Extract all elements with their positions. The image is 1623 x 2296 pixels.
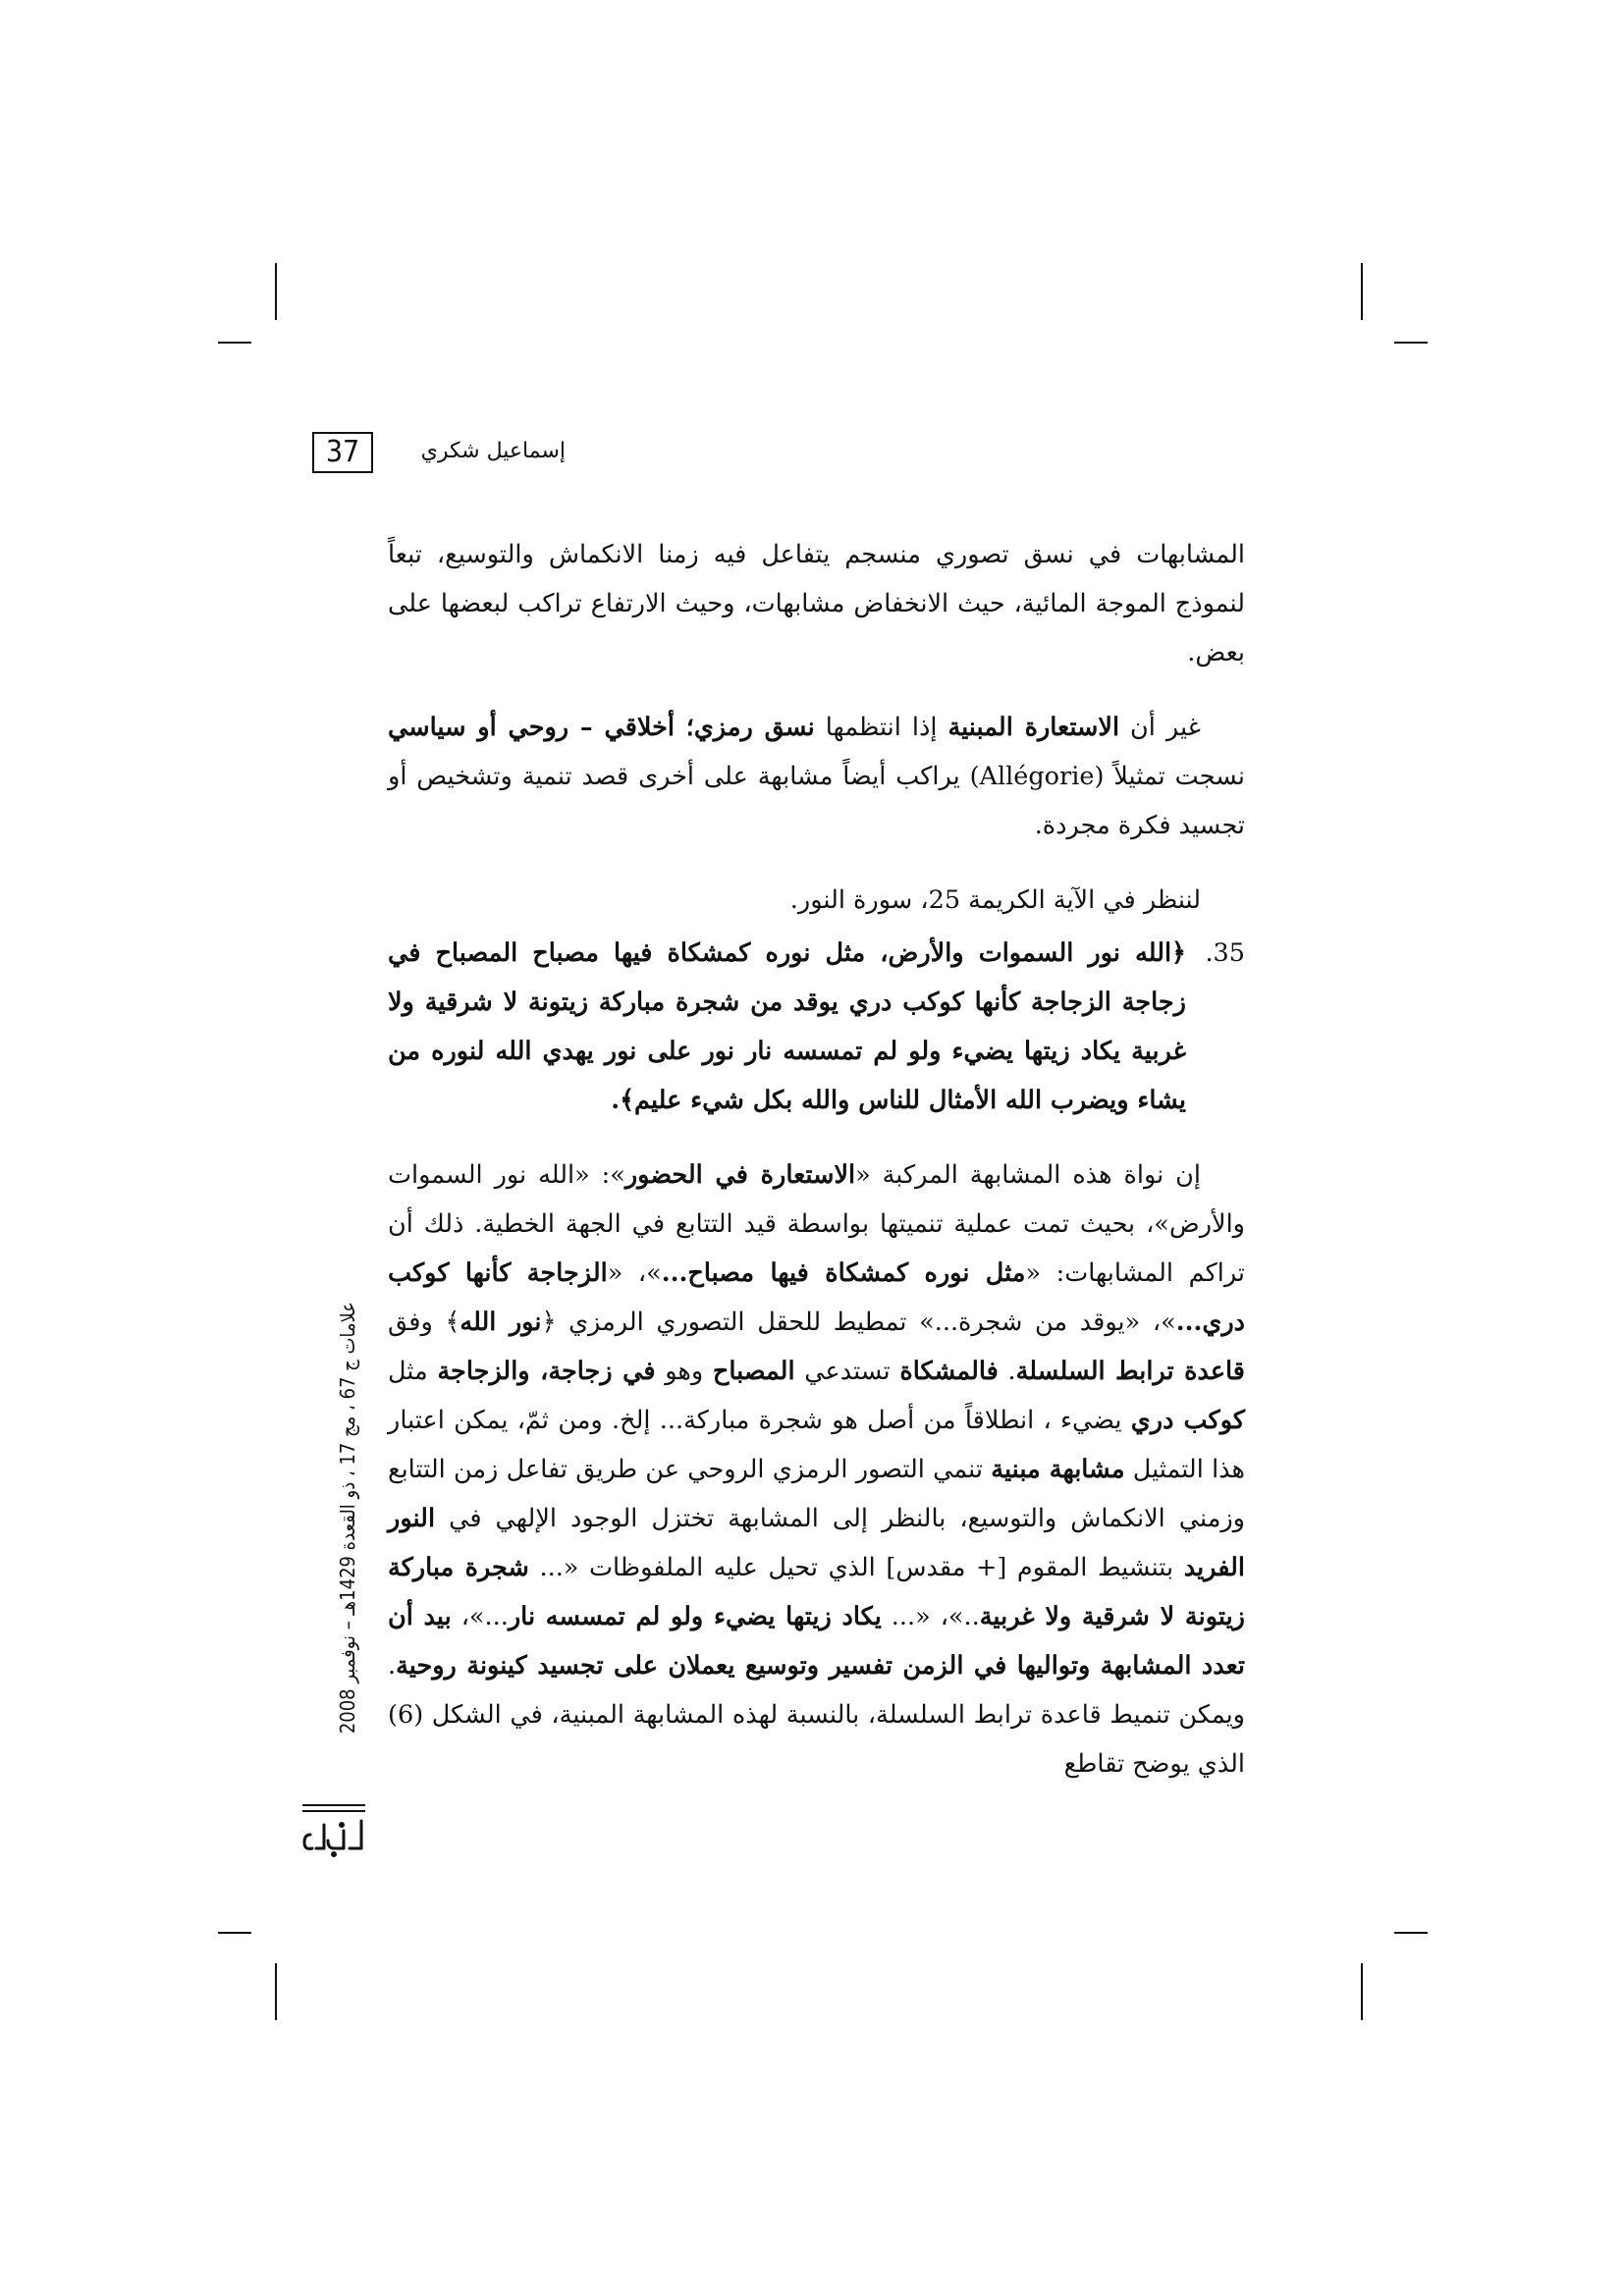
crop-mark	[1394, 342, 1428, 344]
journal-logo	[298, 1812, 368, 1861]
verse-text: ﴿الله نور السموات والأرض، مثل نوره كمشكاة فيها مصباح المصباح في زجاجة الزجاجة كأنها كوكب دري يوقد من شجرة مباركة زيتونة لا شرقية ولا غربية يكاد زيتها يضيء ولو لم تمسسه نار نور على نور يهدي الله لنوره من يشاء ويضرب الله الأمثال للناس والله بكل شيء عليم﴾.	[388, 938, 1186, 1115]
crop-mark	[1394, 1932, 1428, 1934]
page-number: 37	[312, 432, 373, 473]
divider	[302, 1804, 365, 1806]
journal-side-label	[326, 1302, 369, 1802]
crop-mark	[1361, 1963, 1363, 2020]
crop-mark	[275, 263, 277, 320]
paragraph: غير أن الاستعارة المبنية إذا انتظمها نسق رمزي؛ أخلاقي – روحي أو سياسي نسجت تمثيلاً (Allégorie) يراكب أيضاً مشابهة على أخرى قصد تنمية وتشخيص أو تجسيد فكرة مجردة.	[388, 713, 1245, 840]
crop-mark	[218, 342, 251, 344]
crop-mark	[1361, 263, 1363, 320]
verse-number: 35.	[1205, 938, 1245, 968]
article-body	[388, 530, 1245, 1789]
quran-verse	[388, 929, 1245, 1125]
crop-mark	[275, 1963, 277, 2020]
paragraph: إن نواة هذه المشابهة المركبة «الاستعارة في الحضور»: «الله نور السموات والأرض»، بحيث تمت عملية تنميتها بواسطة قيد التتابع في الجهة الخطية. ذلك أن تراكم المشابهات: «مثل نوره كمشكاة فيها مصباح...»، «الزجاجة كأنها كوكب دري...»، «يوقد من شجرة...» تمطيط للحقل التصوري الرمزي ﴿نور الله﴾ وفق قاعدة ترابط السلسلة. فالمشكاة تستدعي المصباح وهو في زجاجة، والزجاجة مثل كوكب دري يضيء ، انطلاقاً من أصل هو شجرة مباركة... إلخ. ومن ثمّ، يمكن اعتبار هذا التمثيل مشابهة مبنية تنمي التصور الرمزي الروحي عن طريق تفاعل زمن التتابع وزمني الانكماش والتوسيع، بالنظر إلى المشابهة تختزل الوجود الإلهي في النور الفريد بتنشيط المقوم [+ مقدس] الذي تحيل عليه الملفوظات «... شجرة مباركة زيتونة لا شرقية ولا غربية..»، «... يكاد زيتها يضيء ولو لم تمسسه نار...»، بيد أن تعدد المشابهة وتواليها في الزمن تفسير وتوسيع يعملان على تجسيد كينونة روحية. ويمكن تنميط قاعدة ترابط السلسلة، بالنسبة لهذه المشابهة المبنية، في الشكل (6) الذي يوضح تقاطع	[388, 1160, 1246, 1779]
crop-mark	[218, 1932, 251, 1934]
running-header-author: إسماعيل شكري	[420, 439, 566, 463]
paragraph: لننظر في الآية الكريمة 25، سورة النور.	[789, 885, 1201, 915]
journal-logo-mark	[298, 1815, 367, 1858]
paragraph: المشابهات في نسق تصوري منسجم يتفاعل فيه زمنا الانكماش والتوسيع، تبعاً لنموذج الموجة المائية، حيث الانخفاض مشابهات، وحيث الارتفاع تراكب لبعضها على بعض.	[388, 540, 1245, 667]
journal-issue-info: علامات ج 67 ، مج 17 ، ذو القعدة 1429هـ – نوفمبر 2008	[336, 1302, 359, 1735]
